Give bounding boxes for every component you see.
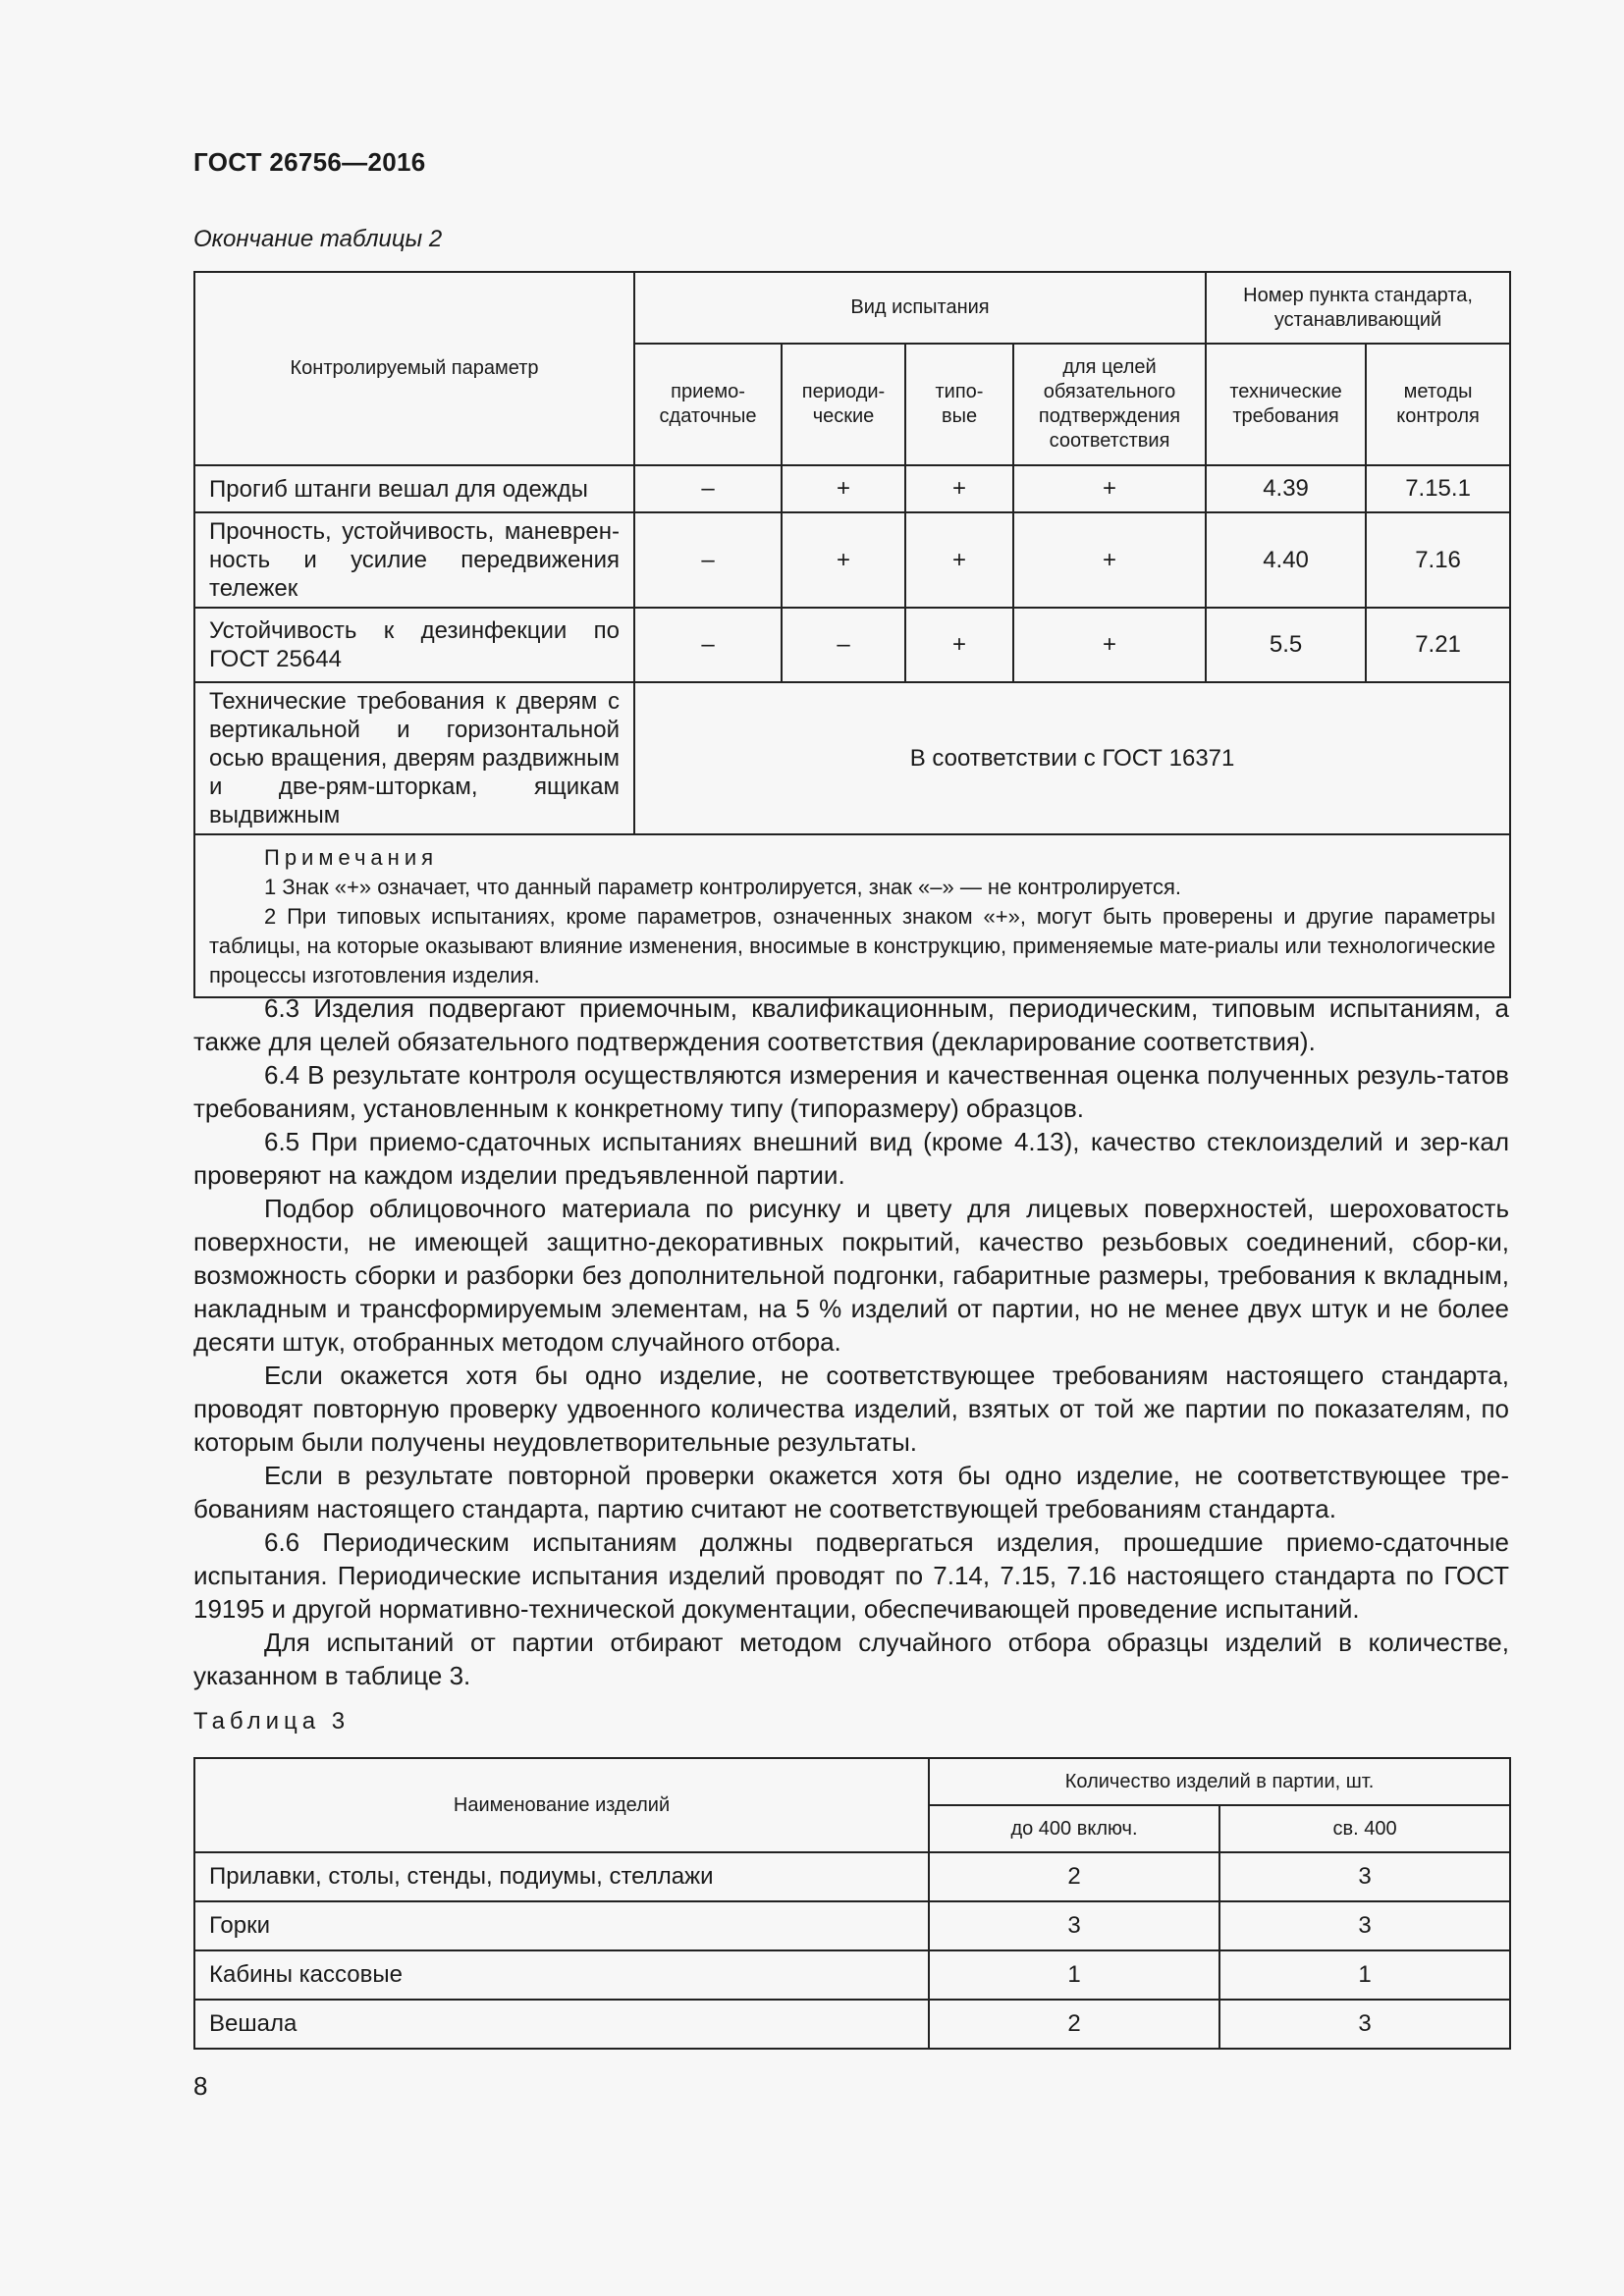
table-row	[194, 2000, 1510, 2049]
cell-upto400: 2	[929, 1852, 1219, 1901]
cell-tech-req: 4.40	[1206, 512, 1366, 608]
paragraph: Для испытаний от партии отбирают методом случайного отбора образцы изделий в количестве, указанном в таблице 3.	[193, 1628, 1509, 1690]
paragraph: 6.4 В результате контроля осуществляются измерения и качественная оценка полученных резуль-татов требованиям, установленным к конкретному типу (типоразмеру) образцов.	[193, 1060, 1509, 1123]
header-over400: св. 400	[1219, 1805, 1510, 1852]
merged-value: В соответствии с ГОСТ 16371	[634, 682, 1510, 834]
row-param: Прогиб штанги вешал для одежды	[194, 465, 634, 512]
header-conformity: для целей обязательного подтверждения соответствия	[1013, 344, 1206, 465]
header-periodic: периоди-ческие	[782, 344, 905, 465]
row-param: Устойчивость к дезинфекции по ГОСТ 25644	[194, 608, 634, 682]
table-row	[194, 1901, 1510, 1950]
table-row	[194, 608, 1510, 682]
header-upto400: до 400 включ.	[929, 1805, 1219, 1852]
header-test-type: Вид испытания	[634, 272, 1206, 344]
cell-over400: 3	[1219, 2000, 1510, 2049]
table-2	[193, 271, 1511, 998]
table2-caption: Окончание таблицы 2	[193, 226, 443, 252]
cell-type: +	[905, 465, 1013, 512]
table-row	[194, 1950, 1510, 2000]
notes-row	[194, 834, 1510, 997]
cell-upto400: 3	[929, 1901, 1219, 1950]
header-acceptance: приемо-сдаточные	[634, 344, 782, 465]
note-1: 1 Знак «+» означает, что данный параметр контролируется, знак «–» — не контролируется.	[264, 875, 1181, 899]
cell-tech-req: 5.5	[1206, 608, 1366, 682]
header-qty: Количество изделий в партии, шт.	[929, 1758, 1510, 1805]
header-standard-point: Номер пункта стандарта, устанавливающий	[1206, 272, 1510, 344]
page-number: 8	[193, 2071, 208, 2101]
header-name: Наименование изделий	[194, 1758, 929, 1852]
cell-periodic: –	[782, 608, 905, 682]
table-row	[194, 465, 1510, 512]
notes-title: Примечания	[264, 845, 439, 870]
cell-conformity: +	[1013, 608, 1206, 682]
header-methods: методы контроля	[1366, 344, 1510, 465]
header-param: Контролируемый параметр	[194, 272, 634, 465]
cell-type: +	[905, 608, 1013, 682]
cell-acceptance: –	[634, 465, 782, 512]
cell-over400: 3	[1219, 1901, 1510, 1950]
table-3	[193, 1757, 1511, 2050]
paragraph: 6.6 Периодическим испытаниям должны подвергаться изделия, прошедшие приемо-сдаточные испытания. Периодические испытания изделий проводят по 7.14, 7.15, 7.16 настоящего стандарта по ГОСТ 19195 и другой нормативно-технической документации, обеспечивающей проведение испытаний.	[193, 1527, 1509, 1624]
cell-methods: 7.21	[1366, 608, 1510, 682]
cell-acceptance: –	[634, 512, 782, 608]
cell-periodic: +	[782, 512, 905, 608]
cell-name: Вешала	[194, 2000, 929, 2049]
cell-acceptance: –	[634, 608, 782, 682]
body-text	[193, 991, 1509, 1692]
document-header: ГОСТ 26756—2016	[193, 147, 426, 177]
cell-upto400: 1	[929, 1950, 1219, 2000]
cell-tech-req: 4.39	[1206, 465, 1366, 512]
table-row	[194, 682, 1510, 834]
table-row	[194, 1852, 1510, 1901]
header-tech-req: технические требования	[1206, 344, 1366, 465]
cell-name: Прилавки, столы, стенды, подиумы, стеллажи	[194, 1852, 929, 1901]
cell-conformity: +	[1013, 465, 1206, 512]
cell-over400: 3	[1219, 1852, 1510, 1901]
cell-methods: 7.16	[1366, 512, 1510, 608]
paragraph: Если в результате повторной проверки окажется хотя бы одно изделие, не соответствующее тре-бованиям настоящего стандарта, партию считают не соответствующей требованиям стандарта.	[193, 1461, 1509, 1523]
table-row	[194, 512, 1510, 608]
cell-methods: 7.15.1	[1366, 465, 1510, 512]
cell-name: Кабины кассовые	[194, 1950, 929, 2000]
row-param: Технические требования к дверям с вертикальной и горизонтальной осью вращения, дверям раздвижным и две-рям-шторкам, ящикам выдвижным	[194, 682, 634, 834]
paragraph: 6.5 При приемо-сдаточных испытаниях внешний вид (кроме 4.13), качество стеклоизделий и зер-кал проверяют на каждом изделии предъявленной партии.	[193, 1127, 1509, 1190]
note-2: 2 При типовых испытаниях, кроме параметров, означенных знаком «+», могут быть проверены и другие параметры таблицы, на которые оказывают влияние изменения, вносимые в конструкцию, применяемые мате-риалы или технологические процессы изготовления изделия.	[209, 904, 1496, 988]
table3-caption: Таблица 3	[193, 1708, 351, 1735]
paragraph: Подбор облицовочного материала по рисунку и цвету для лицевых поверхностей, шероховатость поверхности, не имеющей защитно-декоративных покрытий, качество резьбовых соединений, сбор-ки, возможность сборки и разборки без дополнительной подгонки, габаритные размеры, требования к вкладным, накладным и трансформируемым элементам, на 5 % изделий от партии, но не менее двух штук и не более десяти штук, отобранных методом случайного отбора.	[193, 1194, 1509, 1357]
cell-over400: 1	[1219, 1950, 1510, 2000]
row-param: Прочность, устойчивость, маневрен-ность и усилие передвижения тележек	[194, 512, 634, 608]
cell-type: +	[905, 512, 1013, 608]
paragraph: Если окажется хотя бы одно изделие, не соответствующее требованиям настоящего стандарта, проводят повторную проверку удвоенного количества изделий, взятых от той же партии по показателям, по которым были получены неудовлетворительные результаты.	[193, 1361, 1509, 1457]
cell-name: Горки	[194, 1901, 929, 1950]
cell-conformity: +	[1013, 512, 1206, 608]
paragraph: 6.3 Изделия подвергают приемочным, квалификационным, периодическим, типовым испытаниям, а также для целей обязательного подтверждения соответствия (декларирование соответствия).	[193, 993, 1509, 1056]
header-type: типо-вые	[905, 344, 1013, 465]
cell-periodic: +	[782, 465, 905, 512]
notes-cell	[194, 834, 1510, 997]
cell-upto400: 2	[929, 2000, 1219, 2049]
